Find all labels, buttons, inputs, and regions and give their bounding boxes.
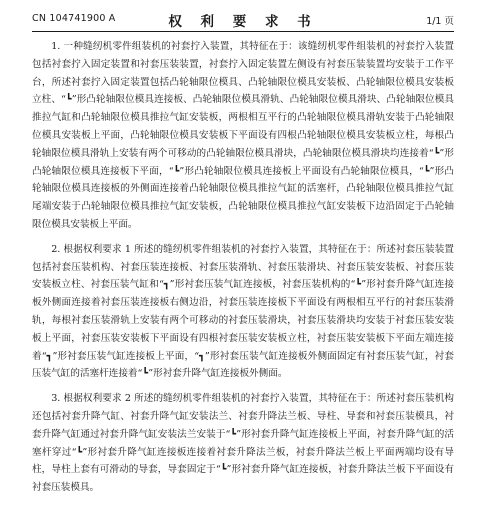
document-title: 权 利 要 求 书	[168, 14, 318, 30]
page-number: 1/1 页	[426, 16, 454, 27]
claim-paragraph: 3. 根据权利要求 2 所述的缝纫机零件组装机的衬套拧入装置，其特征在于：所述衬套压装机构还包括衬套升降气缸、衬套升降气缸安装法兰、衬套升降法兰板、导柱、导套和衬套压装模具，衬套升降气缸通过衬套升降气缸安装法兰安装于“┗”形衬套升降气缸连接板上平面，衬套升降气缸的活塞杆穿过“┗”形衬套升降气缸连接板连接着衬套升降法兰板，衬套升降法兰板上平面两端均设有导柱，导柱上套有可滑动的导套，导套固定于“┗”形衬套升降气缸连接板，衬套升降法兰板下平面设有衬套压装模具。	[32, 393, 454, 494]
claim-paragraph: 2. 根据权利要求 1 所述的缝纫机零件组装机的衬套拧入装置，其特征在于：所述衬套压装装置包括衬套压装机构、衬套压装连接板、衬套压装滑轨、衬套压装滑块、衬套压装安装板、衬套压装安装板立柱、衬套压装气缸和“┓”形衬套压装气缸连接板，衬套压装机构的“┗”形衬套升降气缸连接板外侧面连接着衬套压装连接板右侧边沿，衬套压装连接板下平面设有两根相互平行的衬套压装滑轨，每根衬套压装滑轨上安装有两个可移动的衬套压装滑块，衬套压装滑块均安装于衬套压装安装板上平面，衬套压装安装板下平面设有四根衬套压装安装板立柱，衬套压装安装板下平面左端连接着“┓”形衬套压装气缸连接板上平面，“┓”形衬套压装气缸连接板外侧面固定有衬套压装气缸，衬套压装气缸的活塞杆连接着“┗”形衬套升降气缸连接板外侧面。	[32, 243, 454, 380]
claims-body	[32, 38, 454, 504]
page-header	[32, 12, 454, 28]
header-rule	[32, 31, 454, 32]
claim-paragraph: 1. 一种缝纫机零件组装机的衬套拧入装置，其特征在于：该缝纫机零件组装机的衬套拧入装置包括衬套拧入固定装置和衬套压装装置，衬套拧入固定装置左侧设有衬套压装装置均安装于工作平台，所述衬套拧入固定装置包括凸轮轴限位模具、凸轮轴限位模具安装板、凸轮轴限位模具安装板立柱、“┗”形凸轮轴限位模具连接板、凸轮轴限位模具滑轨、凸轮轴限位模具滑块、凸轮轴限位模具推拉气缸和凸轮轴限位模具推拉气缸安装板，两根相互平行的凸轮轴限位模具滑轨安装于凸轮轴限位模具安装板上平面，凸轮轴限位模具安装板下平面设有四根凸轮轴限位模具安装板立柱，每根凸轮轴限位模具滑轨上安装有两个可移动的凸轮轴限位模具滑块，凸轮轴限位模具滑块均连接着“┗”形凸轮轴限位模具连接板下平面，“┗”形凸轮轴限位模具连接板上平面设有凸轮轴限位模具，“┗”形凸轮轴限位模具连接板的外侧面连接着凸轮轴限位模具推拉气缸的活塞杆，凸轮轴限位模具推拉气缸尾端安装于凸轮轴限位模具推拉气缸安装板，凸轮轴限位模具推拉气缸安装板下边沿固定于凸轮轴限位模具安装板上平面。	[32, 41, 454, 230]
publication-number: CN 104741900 A	[32, 13, 116, 24]
